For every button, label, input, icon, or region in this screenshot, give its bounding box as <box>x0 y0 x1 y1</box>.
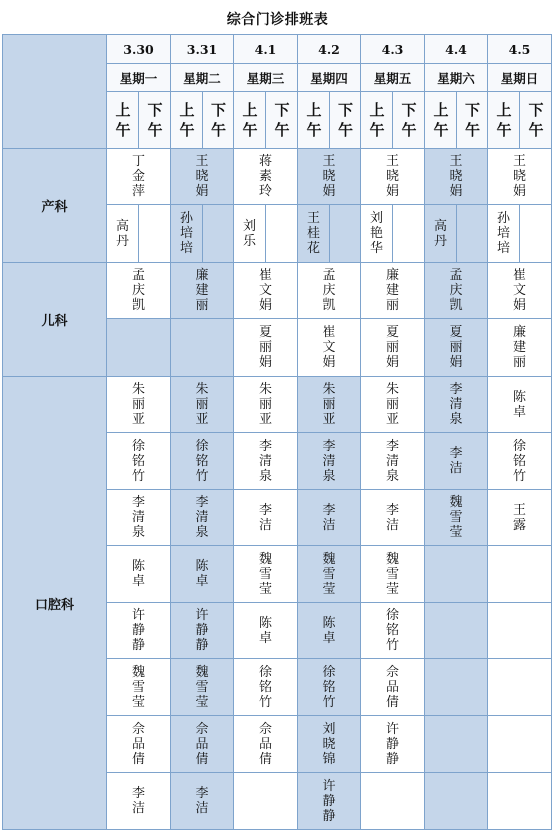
schedule-row <box>3 149 552 205</box>
doctor-cell <box>107 773 171 830</box>
pm-header <box>393 92 425 149</box>
doctor-name: 徐铭竹 <box>195 438 209 484</box>
doctor-name: 徐铭竹 <box>322 664 336 710</box>
pm-header <box>330 92 361 149</box>
doctor-name: 李洁 <box>195 786 209 816</box>
doctor-cell <box>234 205 266 263</box>
doctor-cell <box>107 659 171 716</box>
doctor-cell <box>361 716 425 773</box>
empty-cell <box>425 546 488 603</box>
doctor-cell <box>171 773 234 830</box>
doctor-cell <box>361 263 425 319</box>
doctor-cell <box>171 490 234 546</box>
date-header: 4.4 <box>425 35 488 64</box>
doctor-name: 陈卓 <box>195 559 209 589</box>
doctor-cell <box>298 546 361 603</box>
doctor-cell <box>298 603 361 659</box>
doctor-cell <box>298 716 361 773</box>
doctor-cell <box>234 546 298 603</box>
doctor-name: 许静静 <box>385 721 399 767</box>
doctor-name: 夏丽娟 <box>449 325 463 370</box>
shift-label: 上午 <box>496 101 512 139</box>
empty-cell <box>488 546 552 603</box>
doctor-cell <box>234 319 298 377</box>
doctor-cell <box>107 433 171 490</box>
am-header <box>298 92 330 149</box>
doctor-cell <box>425 205 457 263</box>
doctor-cell <box>107 263 171 319</box>
doctor-cell <box>171 149 234 205</box>
doctor-name: 陈卓 <box>322 615 336 646</box>
shift-label: 下午 <box>147 101 163 139</box>
doctor-name: 刘乐 <box>242 218 256 249</box>
doctor-name: 魏雪莹 <box>449 495 463 540</box>
doctor-name: 许静静 <box>322 778 336 824</box>
doctor-cell <box>488 319 552 377</box>
doctor-cell <box>171 205 203 263</box>
doctor-cell <box>298 659 361 716</box>
doctor-cell <box>425 319 488 377</box>
doctor-cell <box>234 377 298 433</box>
doctor-name: 魏雪莹 <box>322 551 336 597</box>
doctor-name: 许静静 <box>195 608 209 653</box>
doctor-cell <box>361 603 425 659</box>
doctor-name: 王晓娟 <box>195 154 209 199</box>
shift-label: 上午 <box>115 101 131 139</box>
corner-cell <box>3 35 107 149</box>
doctor-name: 李洁 <box>385 502 399 533</box>
doctor-name: 崔文娟 <box>512 268 526 313</box>
doctor-cell <box>171 716 234 773</box>
empty-cell <box>425 716 488 773</box>
doctor-name: 魏雪莹 <box>385 551 399 597</box>
schedule-body <box>3 35 552 830</box>
empty-cell <box>457 205 488 263</box>
am-header <box>361 92 393 149</box>
weekday-header: 星期四 <box>298 64 361 92</box>
doctor-cell <box>234 490 298 546</box>
doctor-cell <box>361 433 425 490</box>
doctor-name: 李洁 <box>449 446 463 476</box>
doctor-name: 朱丽亚 <box>322 382 336 427</box>
doctor-cell <box>425 433 488 490</box>
doctor-cell <box>361 659 425 716</box>
doctor-name: 夏丽娟 <box>258 325 272 370</box>
doctor-cell <box>298 490 361 546</box>
weekday-header: 星期一 <box>107 64 171 92</box>
doctor-name: 李洁 <box>131 786 145 816</box>
shift-label: 上午 <box>306 101 322 139</box>
pm-header <box>266 92 298 149</box>
date-header: 4.3 <box>361 35 425 64</box>
empty-cell <box>266 205 298 263</box>
doctor-name: 李洁 <box>258 502 272 533</box>
date-header: 3.30 <box>107 35 171 64</box>
doctor-name: 王晓娟 <box>385 154 399 199</box>
doctor-cell <box>107 603 171 659</box>
pm-header <box>520 92 552 149</box>
doctor-name: 许静静 <box>131 608 145 653</box>
doctor-name: 廉建丽 <box>512 325 526 370</box>
doctor-cell <box>171 377 234 433</box>
doctor-cell <box>107 546 171 603</box>
doctor-cell <box>234 263 298 319</box>
doctor-cell <box>234 149 298 205</box>
doctor-cell <box>488 433 552 490</box>
am-header <box>107 92 139 149</box>
doctor-cell <box>107 149 171 205</box>
shift-label: 上午 <box>179 101 195 139</box>
doctor-cell <box>298 149 361 205</box>
empty-cell <box>361 773 425 830</box>
shift-label: 下午 <box>465 101 481 139</box>
weekday-header: 星期三 <box>234 64 298 92</box>
date-row <box>3 35 552 64</box>
date-header: 4.5 <box>488 35 552 64</box>
doctor-cell <box>234 716 298 773</box>
empty-cell <box>425 773 488 830</box>
pm-header <box>203 92 234 149</box>
doctor-cell <box>425 263 488 319</box>
doctor-cell <box>234 603 298 659</box>
doctor-name: 魏雪莹 <box>258 551 272 597</box>
doctor-name: 陈卓 <box>258 615 272 646</box>
schedule-row <box>3 263 552 319</box>
doctor-name: 朱丽亚 <box>131 382 145 427</box>
empty-cell <box>107 319 171 377</box>
empty-cell <box>488 716 552 773</box>
doctor-cell <box>361 319 425 377</box>
doctor-name: 徐铭竹 <box>512 438 526 484</box>
doctor-name: 陈卓 <box>512 389 526 420</box>
doctor-name: 朱丽亚 <box>195 382 209 427</box>
doctor-name: 李清泉 <box>195 495 209 540</box>
doctor-cell <box>107 490 171 546</box>
doctor-name: 丁金萍 <box>131 154 145 199</box>
pm-header <box>139 92 171 149</box>
empty-cell <box>488 603 552 659</box>
empty-cell <box>203 205 234 263</box>
doctor-name: 刘艳华 <box>369 211 383 256</box>
doctor-name: 王晓娟 <box>512 154 526 199</box>
doctor-name: 王晓娟 <box>322 154 336 199</box>
doctor-name: 李清泉 <box>449 382 463 427</box>
date-header: 4.1 <box>234 35 298 64</box>
shift-label: 上午 <box>433 101 449 139</box>
doctor-cell <box>361 205 393 263</box>
empty-cell <box>520 205 552 263</box>
weekday-header: 星期五 <box>361 64 425 92</box>
empty-cell <box>488 659 552 716</box>
doctor-cell <box>298 319 361 377</box>
doctor-cell <box>425 149 488 205</box>
doctor-cell <box>488 490 552 546</box>
am-header <box>488 92 520 149</box>
department-label: 产科 <box>3 149 107 263</box>
doctor-name: 佘品倩 <box>385 664 399 710</box>
pm-header <box>457 92 488 149</box>
doctor-cell <box>171 659 234 716</box>
doctor-name: 廉建丽 <box>195 268 209 313</box>
doctor-name: 李清泉 <box>322 438 336 484</box>
doctor-cell <box>171 433 234 490</box>
doctor-name: 徐铭竹 <box>385 608 399 653</box>
doctor-name: 徐铭竹 <box>131 438 145 484</box>
empty-cell <box>139 205 171 263</box>
doctor-cell <box>425 490 488 546</box>
doctor-name: 夏丽娟 <box>385 325 399 370</box>
department-label: 儿科 <box>3 263 107 377</box>
schedule-row <box>3 377 552 433</box>
empty-cell <box>425 603 488 659</box>
doctor-cell <box>488 377 552 433</box>
doctor-cell <box>361 377 425 433</box>
doctor-name: 孙培培 <box>496 211 510 256</box>
doctor-name: 王露 <box>512 502 526 533</box>
doctor-cell <box>488 263 552 319</box>
doctor-name: 朱丽亚 <box>385 382 399 427</box>
weekday-header: 星期六 <box>425 64 488 92</box>
doctor-cell <box>361 149 425 205</box>
doctor-name: 佘品倩 <box>195 721 209 767</box>
doctor-name: 孟庆凯 <box>322 268 336 313</box>
empty-cell <box>488 773 552 830</box>
doctor-name: 王晓娟 <box>449 154 463 199</box>
doctor-name: 佘品倩 <box>131 721 145 767</box>
doctor-cell <box>298 263 361 319</box>
shift-label: 上午 <box>242 101 258 139</box>
doctor-name: 孙培培 <box>179 211 193 256</box>
doctor-name: 孟庆凯 <box>131 268 145 313</box>
doctor-name: 陈卓 <box>131 559 145 589</box>
doctor-cell <box>171 546 234 603</box>
doctor-cell <box>298 377 361 433</box>
doctor-cell <box>298 773 361 830</box>
doctor-name: 崔文娟 <box>322 325 336 370</box>
doctor-cell <box>234 433 298 490</box>
shift-label: 下午 <box>211 101 227 139</box>
doctor-cell <box>298 433 361 490</box>
doctor-name: 高丹 <box>115 218 129 249</box>
doctor-cell <box>425 377 488 433</box>
doctor-cell <box>107 377 171 433</box>
doctor-name: 佘品倩 <box>258 721 272 767</box>
department-label: 口腔科 <box>3 377 107 830</box>
doctor-cell <box>234 659 298 716</box>
empty-cell <box>393 205 425 263</box>
doctor-name: 魏雪莹 <box>195 664 209 710</box>
date-header: 4.2 <box>298 35 361 64</box>
doctor-cell <box>107 205 139 263</box>
empty-cell <box>234 773 298 830</box>
doctor-name: 高丹 <box>433 218 447 249</box>
doctor-cell <box>107 716 171 773</box>
shift-label: 下午 <box>528 101 544 139</box>
doctor-cell <box>171 603 234 659</box>
shift-label: 下午 <box>401 101 417 139</box>
doctor-name: 李清泉 <box>258 438 272 484</box>
doctor-name: 孟庆凯 <box>449 268 463 313</box>
doctor-name: 李清泉 <box>131 495 145 540</box>
doctor-name: 刘晓锦 <box>322 721 336 767</box>
shift-label: 下午 <box>274 101 290 139</box>
doctor-name: 朱丽亚 <box>258 382 272 427</box>
doctor-name: 王桂花 <box>306 211 320 256</box>
doctor-cell <box>361 546 425 603</box>
doctor-name: 李清泉 <box>385 438 399 484</box>
doctor-cell <box>298 205 330 263</box>
weekday-header: 星期二 <box>171 64 234 92</box>
doctor-name: 徐铭竹 <box>258 664 272 710</box>
doctor-cell <box>361 490 425 546</box>
doctor-name: 崔文娟 <box>258 268 272 313</box>
doctor-name: 魏雪莹 <box>131 664 145 710</box>
doctor-cell <box>488 205 520 263</box>
schedule-table <box>2 34 552 830</box>
am-header <box>234 92 266 149</box>
am-header <box>171 92 203 149</box>
empty-cell <box>330 205 361 263</box>
doctor-name: 蒋素玲 <box>258 154 272 199</box>
weekday-header: 星期日 <box>488 64 552 92</box>
empty-cell <box>171 319 234 377</box>
doctor-cell <box>488 149 552 205</box>
shift-label: 下午 <box>338 101 354 139</box>
date-header: 3.31 <box>171 35 234 64</box>
doctor-name: 廉建丽 <box>385 268 399 313</box>
am-header <box>425 92 457 149</box>
doctor-cell <box>171 263 234 319</box>
empty-cell <box>425 659 488 716</box>
shift-label: 上午 <box>369 101 385 139</box>
page-title: 综合门诊排班表 <box>226 12 329 28</box>
doctor-name: 李洁 <box>322 502 336 533</box>
